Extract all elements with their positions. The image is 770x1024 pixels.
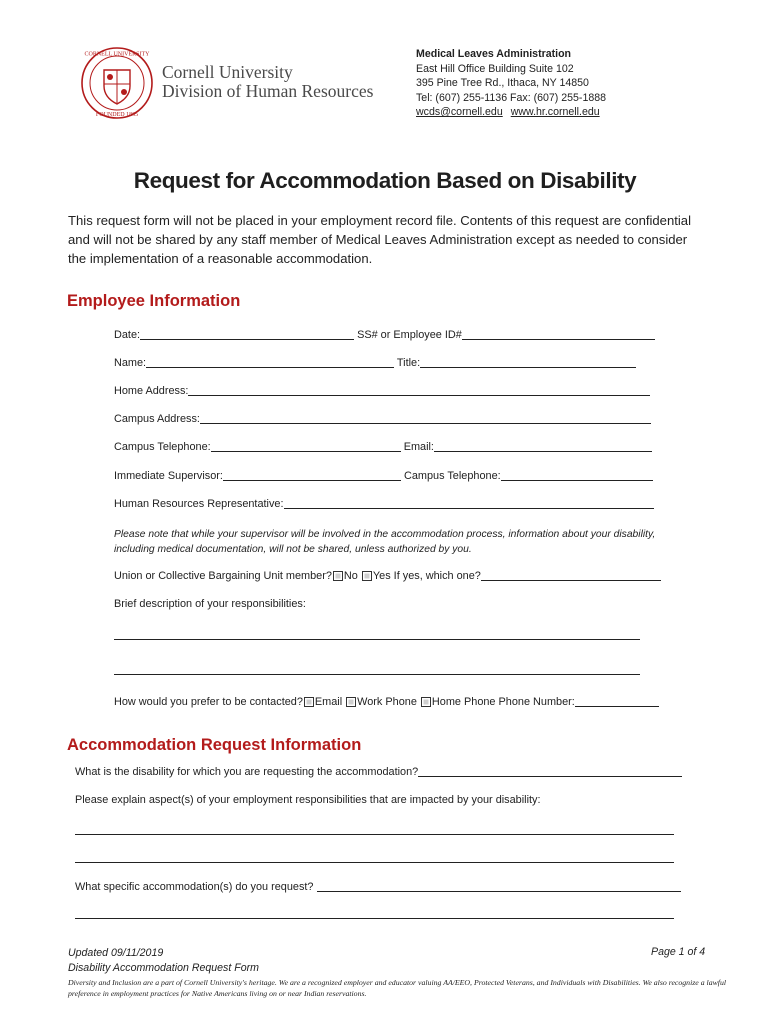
contact-email-label: Email bbox=[314, 696, 343, 708]
name-label: Name: bbox=[114, 357, 147, 369]
supervisor-field[interactable] bbox=[223, 469, 401, 481]
row-campus-phone bbox=[114, 440, 652, 453]
row-date bbox=[114, 328, 655, 341]
contact-email-checkbox[interactable] bbox=[304, 697, 314, 707]
supervisor-label: Immediate Supervisor: bbox=[114, 470, 223, 482]
campus-address-field[interactable] bbox=[200, 412, 651, 424]
union-no-label: No bbox=[343, 570, 358, 582]
home-address-field[interactable] bbox=[188, 384, 650, 396]
name-field[interactable] bbox=[146, 356, 394, 368]
home-address-label: Home Address: bbox=[114, 385, 189, 397]
disability-question: What is the disability for which you are requesting the accommodation? bbox=[75, 766, 419, 778]
hr-rep-label: Human Resources Representative: bbox=[114, 498, 284, 510]
title-field[interactable] bbox=[420, 356, 636, 368]
diversity-statement: Diversity and Inclusion are a part of Cornell University's heritage. We are a recognized employer and educator valuing AA/EEO, Protected Veterans, and Individuals with Disabilities. We also recognize a lawful preference in employment practices for Native Americans living on or near Indian reservations. bbox=[68, 978, 727, 998]
supervisor-phone-field[interactable] bbox=[501, 469, 653, 481]
row-union bbox=[114, 569, 661, 582]
employee-section-heading: Employee Information bbox=[67, 292, 241, 310]
union-no-checkbox[interactable] bbox=[333, 571, 343, 581]
campus-phone-field[interactable] bbox=[211, 440, 401, 452]
row-specific bbox=[75, 880, 681, 893]
explain-question: Please explain aspect(s) of your employment responsibilities that are impacted by your disability: bbox=[75, 794, 541, 806]
disability-field[interactable] bbox=[418, 765, 682, 777]
contact-building: East Hill Office Building Suite 102 bbox=[416, 62, 574, 75]
row-name bbox=[114, 356, 636, 369]
row-supervisor bbox=[114, 469, 653, 482]
title-label: Title: bbox=[396, 357, 421, 369]
date-label: Date: bbox=[114, 329, 141, 341]
union-label: Union or Collective Bargaining Unit member? bbox=[114, 570, 332, 582]
org-name bbox=[162, 63, 373, 101]
svg-text:FOUNDED 1865: FOUNDED 1865 bbox=[95, 112, 139, 118]
website-link[interactable]: www.hr.cornell.edu bbox=[510, 106, 600, 119]
footer-form-name: Disability Accommodation Request Form bbox=[68, 962, 259, 974]
union-which-field[interactable] bbox=[481, 569, 661, 581]
union-yes-checkbox[interactable] bbox=[362, 571, 372, 581]
svg-text:CORNELL UNIVERSITY: CORNELL UNIVERSITY bbox=[84, 51, 150, 58]
contact-work-label: Work Phone bbox=[357, 696, 417, 708]
contact-links bbox=[416, 105, 608, 120]
email-field[interactable] bbox=[434, 440, 652, 452]
supervisor-phone-label: Campus Telephone: bbox=[403, 470, 501, 482]
intro-paragraph: This request form will not be placed in your employment record file. Contents of this request are confidential and will not be shared by any staff member of Medical Leaves Administration except as needed to consider the implementation of a reasonable accommodation. bbox=[68, 213, 691, 266]
contact-home-checkbox[interactable] bbox=[421, 697, 431, 707]
date-field[interactable] bbox=[140, 328, 354, 340]
contact-pref-label: How would you prefer to be contacted? bbox=[114, 696, 303, 708]
ss-field[interactable] bbox=[462, 328, 655, 340]
phone-number-label: Phone Number: bbox=[498, 696, 575, 708]
email-label: Email: bbox=[403, 441, 434, 453]
contact-street: 395 Pine Tree Rd., Ithaca, NY 14850 bbox=[416, 77, 589, 90]
row-campus-address bbox=[114, 412, 651, 425]
hr-rep-field[interactable] bbox=[284, 497, 654, 509]
union-which-label: If yes, which one? bbox=[393, 570, 481, 582]
ss-label: SS# or Employee ID# bbox=[357, 329, 462, 341]
page-number: Page 1 of 4 bbox=[651, 946, 706, 958]
campus-address-label: Campus Address: bbox=[114, 413, 200, 425]
specific-question: What specific accommodation(s) do you request? bbox=[75, 881, 314, 893]
explain-line-2[interactable] bbox=[75, 862, 674, 863]
footer-left bbox=[68, 946, 259, 976]
responsibilities-line-2[interactable] bbox=[114, 674, 640, 675]
cornell-seal-icon bbox=[80, 46, 154, 120]
privacy-note: Please note that while your supervisor will be involved in the accommodation process, information about your disability, including medical documentation, will not be shared, unless authorized by you. bbox=[114, 529, 656, 555]
row-home-address bbox=[114, 384, 650, 397]
campus-phone-label: Campus Telephone: bbox=[114, 441, 211, 453]
row-disability bbox=[75, 765, 682, 778]
row-hr-rep bbox=[114, 497, 654, 510]
contact-work-checkbox[interactable] bbox=[346, 697, 356, 707]
responsibilities-line-1[interactable] bbox=[114, 639, 640, 640]
footer-updated: Updated 09/11/2019 bbox=[68, 947, 164, 959]
specific-line-2[interactable] bbox=[75, 918, 674, 919]
page-title: Request for Accommodation Based on Disability bbox=[133, 168, 637, 193]
email-link[interactable]: wcds@cornell.edu bbox=[416, 106, 503, 119]
contact-block bbox=[416, 47, 608, 120]
phone-number-field[interactable] bbox=[575, 695, 659, 707]
responsibilities-label: Brief description of your responsibilities: bbox=[114, 598, 306, 610]
row-contact-preference bbox=[114, 695, 659, 708]
union-yes-label: Yes bbox=[372, 570, 391, 582]
contact-phone: Tel: (607) 255-1136 Fax: (607) 255-1888 bbox=[416, 91, 607, 104]
specific-field[interactable] bbox=[317, 880, 681, 892]
org-line-2: Division of Human Resources bbox=[162, 81, 374, 101]
org-line-1: Cornell University bbox=[162, 62, 293, 82]
contact-home-label: Home Phone bbox=[431, 696, 496, 708]
contact-office: Medical Leaves Administration bbox=[416, 48, 572, 60]
accommodation-section-heading: Accommodation Request Information bbox=[67, 736, 362, 754]
explain-line-1[interactable] bbox=[75, 834, 674, 835]
